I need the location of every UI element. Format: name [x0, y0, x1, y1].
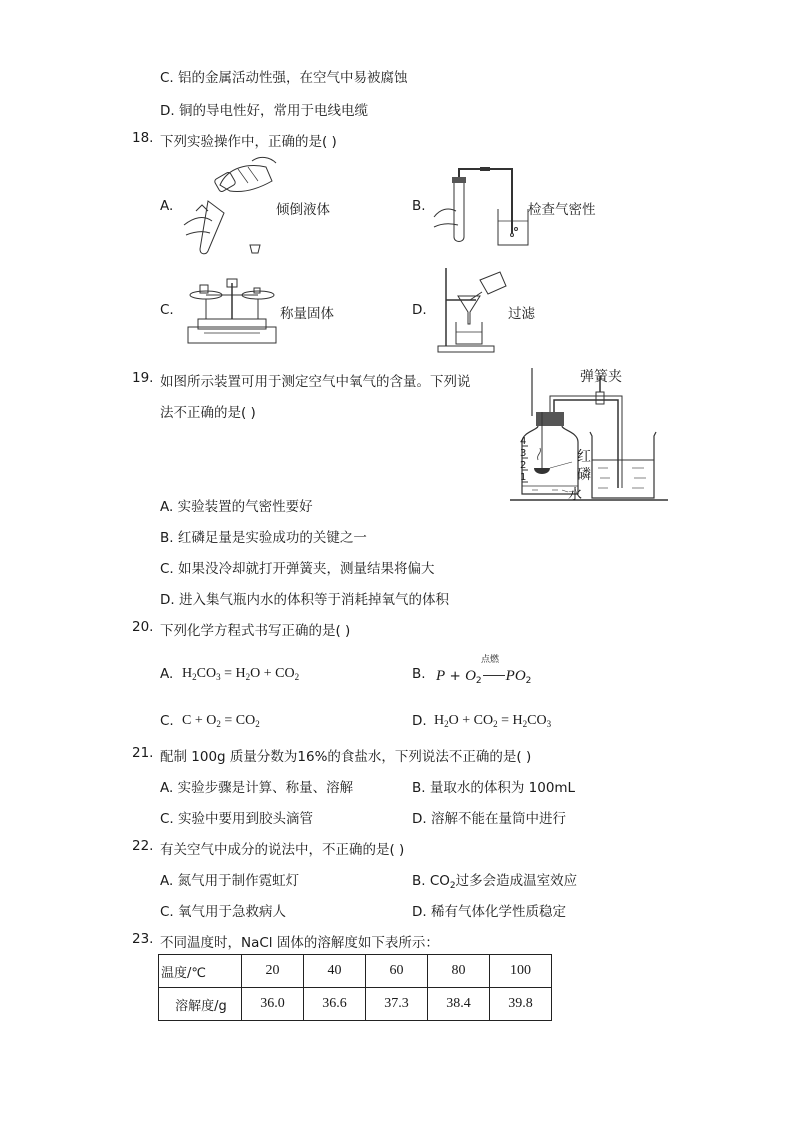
- q20-a-equation: $H_2CO_3 = H_2O + CO_2$: [182, 666, 300, 682]
- red-phosphorus-label-2: 磷: [577, 467, 591, 483]
- solubility-table: [158, 954, 552, 1021]
- table-cell: 80: [428, 955, 490, 988]
- q21-option-a: A. 实验步骤是计算、称量、溶解: [160, 780, 354, 796]
- q21-option-b: B. 量取水的体积为 100mL: [412, 780, 576, 796]
- q22-option-c: C. 氧气用于急救病人: [160, 904, 287, 920]
- table-cell: 36.6: [304, 988, 366, 1021]
- q20-d-equation: $H_2O + CO_2 = H_2CO_3$: [434, 713, 552, 729]
- q19-option-a: A. 实验装置的气密性要好: [160, 499, 313, 515]
- q19-stem-line2: 法不正确的是( ): [160, 405, 256, 421]
- solubility-header: 溶解度/g: [159, 988, 242, 1021]
- table-cell: 60: [366, 955, 428, 988]
- q18-a-label: 倾倒液体: [276, 202, 330, 218]
- table-cell: 100: [490, 955, 552, 988]
- q23-stem: 不同温度时，NaCl 固体的溶解度如下表所示：: [160, 935, 439, 951]
- q22-option-a: A. 氮气用于制作霓虹灯: [160, 873, 300, 889]
- q19-option-d: D. 进入集气瓶内水的体积等于消耗掉氧气的体积: [160, 592, 449, 608]
- q21-option-d: D. 溶解不能在量筒中进行: [412, 811, 566, 827]
- q22-option-d: D. 稀有气体化学性质稳定: [412, 904, 566, 920]
- pouring-liquid-figure: [178, 155, 278, 255]
- q20-b-letter: B.: [412, 666, 426, 682]
- q21-option-c: C. 实验中要用到胶头滴管: [160, 811, 314, 827]
- q20-stem: 下列化学方程式书写正确的是( ): [160, 623, 351, 639]
- q18-a-letter: A.: [160, 198, 174, 214]
- q18-d-label: 过滤: [508, 306, 535, 322]
- prev-option-c: C. 铝的金属活动性强，在空气中易被腐蚀: [160, 70, 408, 86]
- scale-mark-4: 4: [520, 436, 527, 447]
- scale-mark-3: 3: [520, 448, 527, 459]
- table-cell: 40: [304, 955, 366, 988]
- red-phosphorus-label-1: 红: [577, 449, 591, 465]
- scale-mark-2: 2: [520, 460, 527, 471]
- q20-number: 20.: [132, 619, 154, 635]
- balance-figure: [184, 275, 280, 347]
- table-cell: 37.3: [366, 988, 428, 1021]
- temperature-header: 温度/℃: [159, 955, 242, 988]
- table-cell: 39.8: [490, 988, 552, 1021]
- q20-c-equation: $C + O_2 = CO_2$: [182, 713, 260, 729]
- q18-b-letter: B.: [412, 198, 426, 214]
- table-cell: 38.4: [428, 988, 490, 1021]
- q18-d-letter: D.: [412, 302, 427, 318]
- q21-number: 21.: [132, 745, 154, 761]
- q23-number: 23.: [132, 931, 154, 947]
- q20-d-letter: D.: [412, 713, 427, 729]
- q20-a-letter: A.: [160, 666, 174, 682]
- q20-b-condition: 点燃: [481, 655, 500, 665]
- q22-stem: 有关空气中成分的说法中，不正确的是( ): [160, 842, 405, 858]
- table-row: [159, 955, 552, 988]
- table-cell: 36.0: [242, 988, 304, 1021]
- q20-c-letter: C.: [160, 713, 174, 729]
- q18-stem: 下列实验操作中，正确的是( ): [160, 134, 337, 150]
- q21-stem: 配制 100g 质量分数为16%的食盐水，下列说法不正确的是( ): [160, 749, 532, 765]
- prev-option-d: D. 铜的导电性好，常用于电线电缆: [160, 103, 368, 119]
- oxygen-measurement-apparatus: [508, 368, 668, 508]
- scale-mark-1: 1: [520, 472, 527, 483]
- q18-c-label: 称量固体: [280, 306, 334, 322]
- water-label: 水: [568, 487, 582, 503]
- q19-option-b: B. 红磷足量是实验成功的关键之一: [160, 530, 367, 546]
- q19-number: 19.: [132, 370, 154, 386]
- q22-option-b: B. $CO_2$过多会造成温室效应: [412, 873, 578, 891]
- q22-number: 22.: [132, 838, 154, 854]
- q19-stem-line1: 如图所示装置可用于测定空气中氧气的含量。下列说: [160, 374, 471, 390]
- q19-option-c: C. 如果没冷却就打开弹簧夹，测量结果将偏大: [160, 561, 435, 577]
- q18-number: 18.: [132, 130, 154, 146]
- filtration-figure: [436, 266, 516, 356]
- airtightness-check-figure: [432, 165, 532, 247]
- q18-c-letter: C.: [160, 302, 174, 318]
- q20-b-equation: $P + O_2$ $PO_2$: [436, 668, 532, 686]
- spring-clip-label: 弹簧夹: [580, 369, 622, 385]
- table-cell: 20: [242, 955, 304, 988]
- table-row: [159, 988, 552, 1021]
- q18-b-label: 检查气密性: [528, 202, 596, 218]
